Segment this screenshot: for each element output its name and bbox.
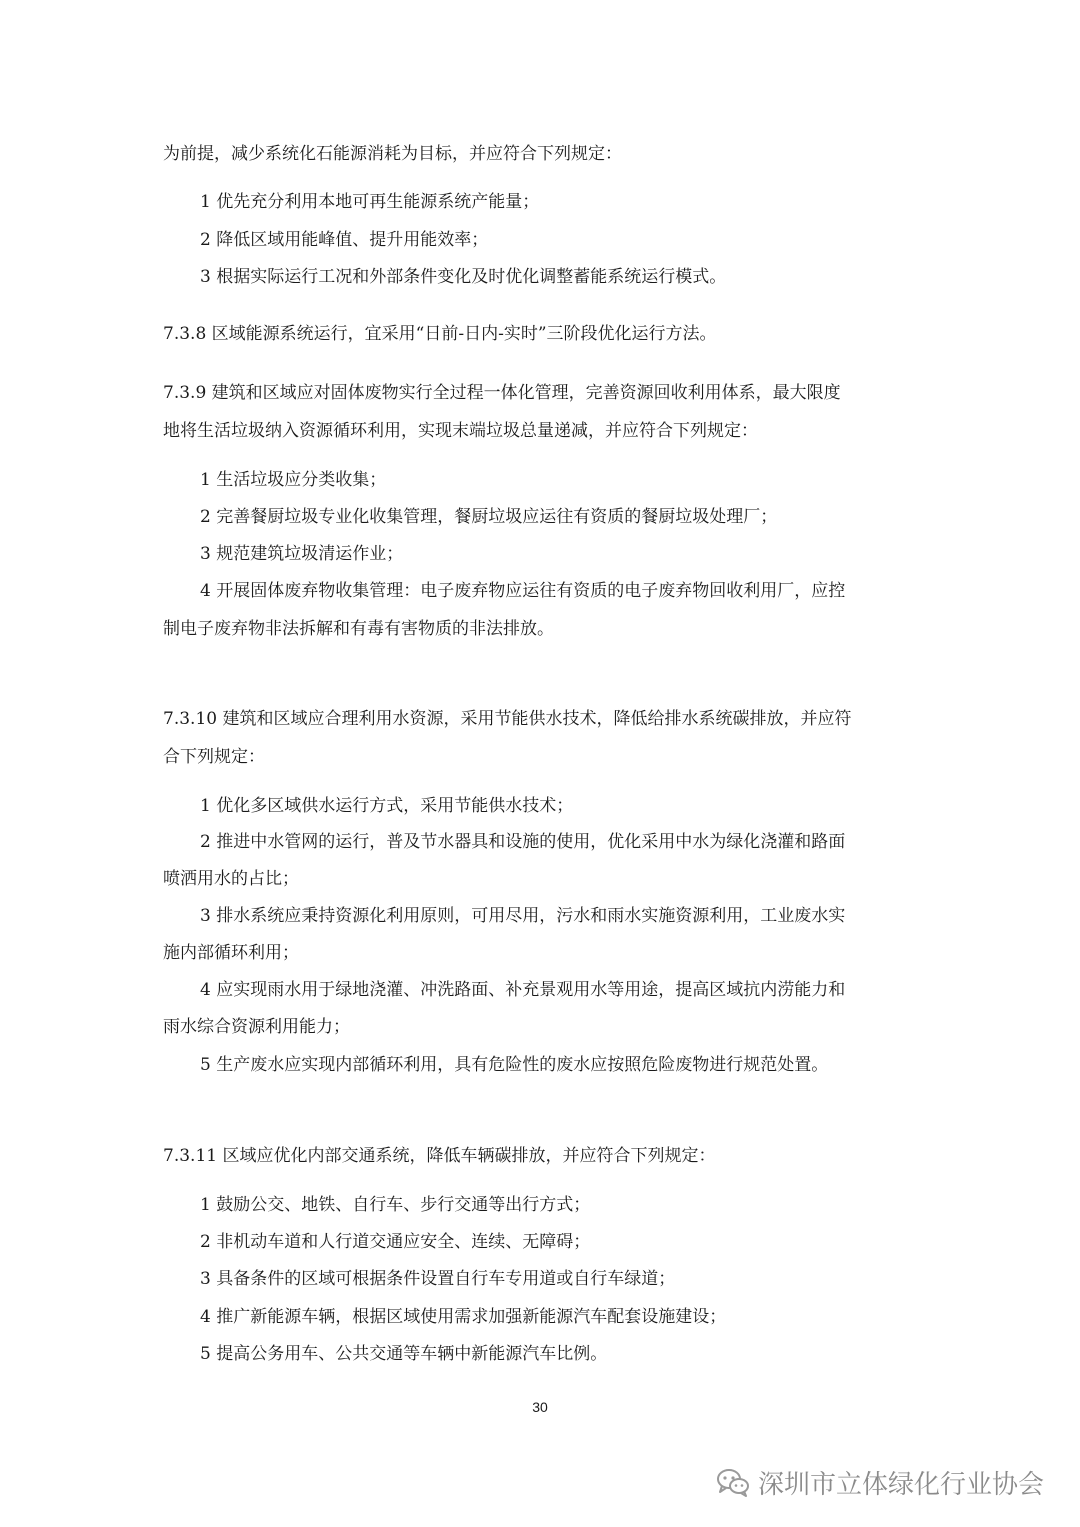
clause-7-3-9: 7.3.9 建筑和区域应对固体废物实行全过程一体化管理，完善资源回收利用体系，最大限度 bbox=[163, 383, 841, 403]
list-item: 3 具备条件的区域可根据条件设置自行车专用道或自行车绿道； bbox=[200, 1269, 676, 1289]
paragraph-line: 为前提，减少系统化石能源消耗为目标，并应符合下列规定： bbox=[163, 144, 622, 164]
page-number: 30 bbox=[532, 1399, 548, 1415]
paragraph-line: 雨水综合资源利用能力； bbox=[163, 1017, 350, 1037]
paragraph-line: 地将生活垃圾纳入资源循环利用，实现末端垃圾总量递减，并应符合下列规定： bbox=[163, 421, 758, 441]
list-item: 5 生产废水应实现内部循环利用，具有危险性的废水应按照危险废物进行规范处置。 bbox=[200, 1055, 829, 1075]
clause-7-3-10: 7.3.10 建筑和区域应合理利用水资源，采用节能供水技术，降低给排水系统碳排放，并应符 bbox=[163, 709, 852, 729]
clause-7-3-11: 7.3.11 区域应优化内部交通系统，降低车辆碳排放，并应符合下列规定： bbox=[163, 1146, 716, 1166]
paragraph-line: 施内部循环利用； bbox=[163, 943, 299, 963]
wechat-icon bbox=[716, 1467, 750, 1497]
list-item: 1 优化多区域供水运行方式，采用节能供水技术； bbox=[200, 796, 574, 816]
list-item: 4 应实现雨水用于绿地浇灌、冲洗路面、补充景观用水等用途，提高区域抗内涝能力和 bbox=[200, 980, 846, 1000]
list-item: 5 提高公务用车、公共交通等车辆中新能源汽车比例。 bbox=[200, 1344, 608, 1364]
list-item: 3 根据实际运行工况和外部条件变化及时优化调整蓄能系统运行模式。 bbox=[200, 267, 727, 287]
list-item: 2 非机动车道和人行道交通应安全、连续、无障碍； bbox=[200, 1232, 591, 1252]
list-item: 1 生活垃圾应分类收集； bbox=[200, 470, 387, 490]
paragraph-line: 喷洒用水的占比； bbox=[163, 869, 299, 889]
list-item: 3 排水系统应秉持资源化利用原则，可用尽用，污水和雨水实施资源利用，工业废水实 bbox=[200, 906, 846, 926]
list-item: 3 规范建筑垃圾清运作业； bbox=[200, 544, 404, 564]
list-item: 1 优先充分利用本地可再生能源系统产能量； bbox=[200, 192, 540, 212]
list-item: 2 完善餐厨垃圾专业化收集管理，餐厨垃圾应运往有资质的餐厨垃圾处理厂； bbox=[200, 507, 778, 527]
list-item: 4 推广新能源车辆，根据区域使用需求加强新能源汽车配套设施建设； bbox=[200, 1307, 727, 1327]
list-item: 2 推进中水管网的运行，普及节水器具和设施的使用，优化采用中水为绿化浇灌和路面 bbox=[200, 832, 846, 852]
list-item: 1 鼓励公交、地铁、自行车、步行交通等出行方式； bbox=[200, 1195, 591, 1215]
list-item: 4 开展固体废弃物收集管理：电子废弃物应运往有资质的电子废弃物回收利用厂，应控 bbox=[200, 581, 846, 601]
watermark bbox=[716, 1464, 1044, 1500]
clause-7-3-8: 7.3.8 区域能源系统运行，宜采用“日前-日内-实时”三阶段优化运行方法。 bbox=[163, 324, 717, 344]
watermark-text: 深圳市立体绿化行业协会 bbox=[757, 1469, 1044, 1500]
list-item: 2 降低区域用能峰值、提升用能效率； bbox=[200, 230, 489, 250]
paragraph-line: 合下列规定： bbox=[163, 747, 265, 767]
paragraph-line: 制电子废弃物非法拆解和有毒有害物质的非法排放。 bbox=[163, 619, 554, 639]
